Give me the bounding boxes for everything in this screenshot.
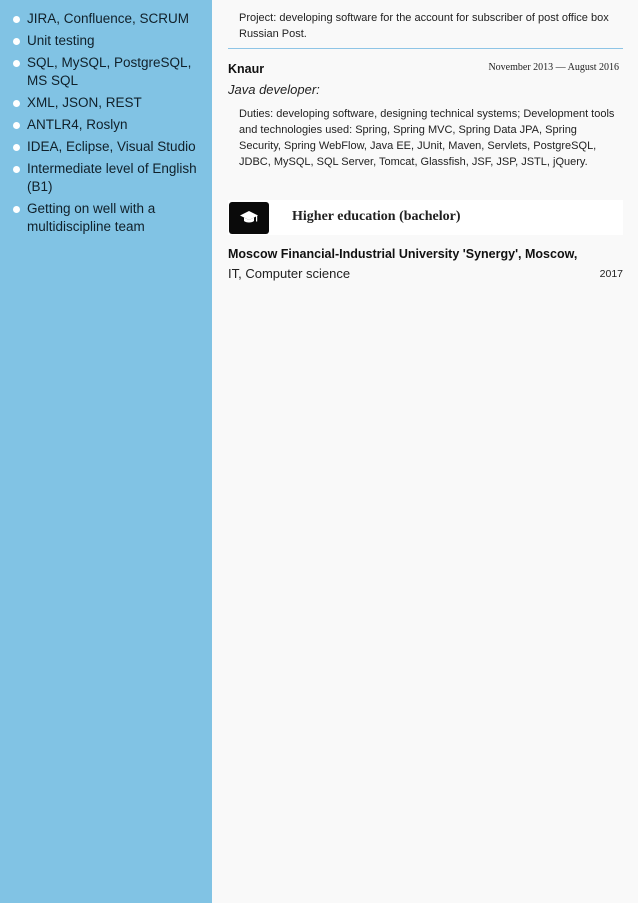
bullet-icon [13, 144, 20, 151]
education-section-title: Higher education (bachelor) [292, 209, 461, 224]
skill-item [13, 116, 202, 134]
bullet-icon [13, 60, 20, 67]
skill-item [13, 32, 202, 50]
skill-label: Unit testing [27, 33, 95, 48]
degree-row [228, 265, 623, 282]
job-header [228, 61, 623, 77]
bullet-icon [13, 100, 20, 107]
skills-list [0, 0, 212, 236]
project-description: Project: developing software for the account for subscriber of post office box Russian Post. [239, 12, 609, 40]
graduation-year: 2017 [599, 268, 623, 280]
graduation-cap-icon [229, 202, 269, 234]
skill-item [13, 200, 202, 236]
bullet-icon [13, 166, 20, 173]
skill-item [13, 10, 202, 28]
skill-item [13, 160, 202, 196]
skill-item [13, 94, 202, 112]
section-divider [228, 48, 623, 49]
skill-label: Getting on well with a multidiscipline team [27, 201, 156, 234]
bullet-icon [13, 206, 20, 213]
skill-label: XML, JSON, REST [27, 95, 142, 110]
degree-field: IT, Computer science [228, 266, 351, 281]
job-position: Java developer: [228, 82, 320, 97]
skill-label: IDEA, Eclipse, Visual Studio [27, 139, 196, 154]
skill-label: Intermediate level of English (B1) [27, 161, 197, 194]
bullet-icon [13, 122, 20, 129]
bullet-icon [13, 16, 20, 23]
job-duties: Duties: developing software, designing technical systems; Development tools and technologies used: Spring, Spring MVC, Spring Data JPA, Spring Security, Spring WebFlow, Java EE, JUnit, Maven, Servlets, PostgreSQL, JDBC, MySQL, SQL Server, Tomcat, Glassfish, JSF, JSP, JSTL, jQuery. [239, 108, 615, 168]
job-dates: November 2013 — August 2016 [488, 62, 619, 73]
skill-item [13, 54, 202, 90]
school-name: Moscow Financial-Industrial University 'Synergy', Moscow, [228, 247, 578, 261]
skill-label: ANTLR4, Roslyn [27, 117, 128, 132]
skill-item [13, 138, 202, 156]
company-name: Knaur [228, 62, 265, 76]
skill-label: SQL, MySQL, PostgreSQL, MS SQL [27, 55, 192, 88]
education-header [228, 200, 623, 235]
main-content [228, 0, 623, 282]
skill-label: JIRA, Confluence, SCRUM [27, 11, 190, 26]
bullet-icon [13, 38, 20, 45]
sidebar [0, 0, 212, 903]
